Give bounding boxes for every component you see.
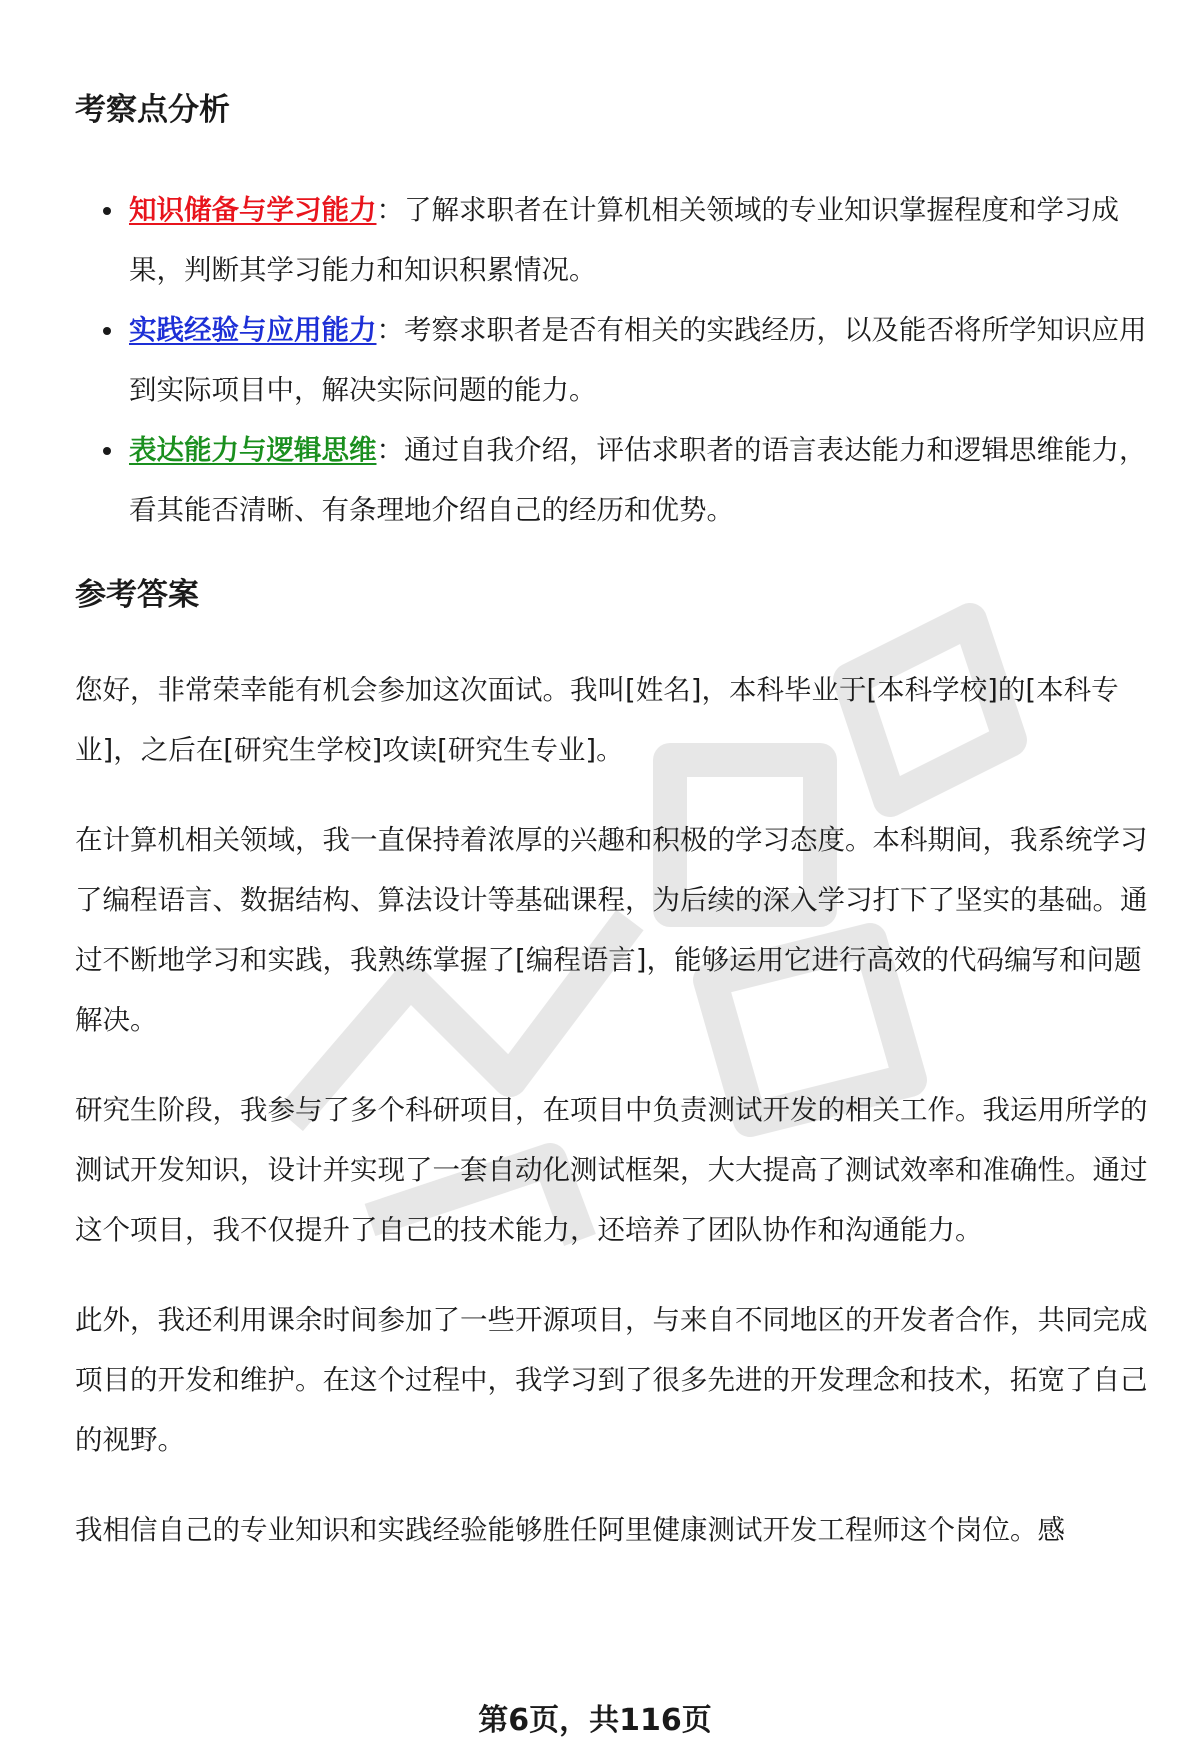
- answer-paragraph: 此外，我还利用课余时间参加了一些开源项目，与来自不同地区的开发者合作，共同完成项目的开发和维护。在这个过程中，我学习到了很多先进的开发理念和技术，拓宽了自己的视野。: [75, 1304, 1148, 1456]
- analysis-points-list: [75, 180, 1165, 540]
- answer-paragraph: 您好，非常荣幸能有机会参加这次面试。我叫[姓名]，本科毕业于[本科学校]的[本科专业]，之后在[研究生学校]攻读[研究生专业]。: [75, 674, 1119, 766]
- point-text: ：通过自我介绍，评估求职者的语言表达能力和逻辑思维能力，看其能否清晰、有条理地介绍自己的经历和优势。: [129, 434, 1147, 526]
- answer-paragraph: 研究生阶段，我参与了多个科研项目，在项目中负责测试开发的相关工作。我运用所学的测试开发知识，设计并实现了一套自动化测试框架，大大提高了测试效率和准确性。通过这个项目，我不仅提升了自己的技术能力，还培养了团队协作和沟通能力。: [75, 1094, 1148, 1246]
- bullet-icon: [103, 447, 111, 455]
- keyword-link[interactable]: 知识储备与学习能力: [129, 194, 377, 226]
- page-number: 第6页，共116页: [478, 1703, 712, 1738]
- section-title-answer: 参考答案: [75, 577, 199, 613]
- bullet-icon: [103, 327, 111, 335]
- keyword-link[interactable]: 表达能力与逻辑思维: [129, 434, 377, 466]
- list-item: [75, 420, 1165, 540]
- point-text: ：了解求职者在计算机相关领域的专业知识掌握程度和学习成果，判断其学习能力和知识积累情况。: [129, 194, 1119, 286]
- bullet-icon: [103, 207, 111, 215]
- section-title-analysis: 考察点分析: [75, 92, 230, 128]
- main-content: [75, 90, 1165, 1590]
- list-item: [75, 180, 1165, 300]
- point-text: ：考察求职者是否有相关的实践经历，以及能否将所学知识应用到实际项目中，解决实际问题的能力。: [129, 314, 1147, 406]
- keyword-link[interactable]: 实践经验与应用能力: [129, 314, 377, 346]
- answer-paragraph: 我相信自己的专业知识和实践经验能够胜任阿里健康测试开发工程师这个岗位。感: [75, 1514, 1065, 1546]
- list-item: [75, 300, 1165, 420]
- answer-paragraph: 在计算机相关领域，我一直保持着浓厚的兴趣和积极的学习态度。本科期间，我系统学习了编程语言、数据结构、算法设计等基础课程，为后续的深入学习打下了坚实的基础。通过不断地学习和实践，我熟练掌握了[编程语言]，能够运用它进行高效的代码编写和问题解决。: [75, 824, 1148, 1036]
